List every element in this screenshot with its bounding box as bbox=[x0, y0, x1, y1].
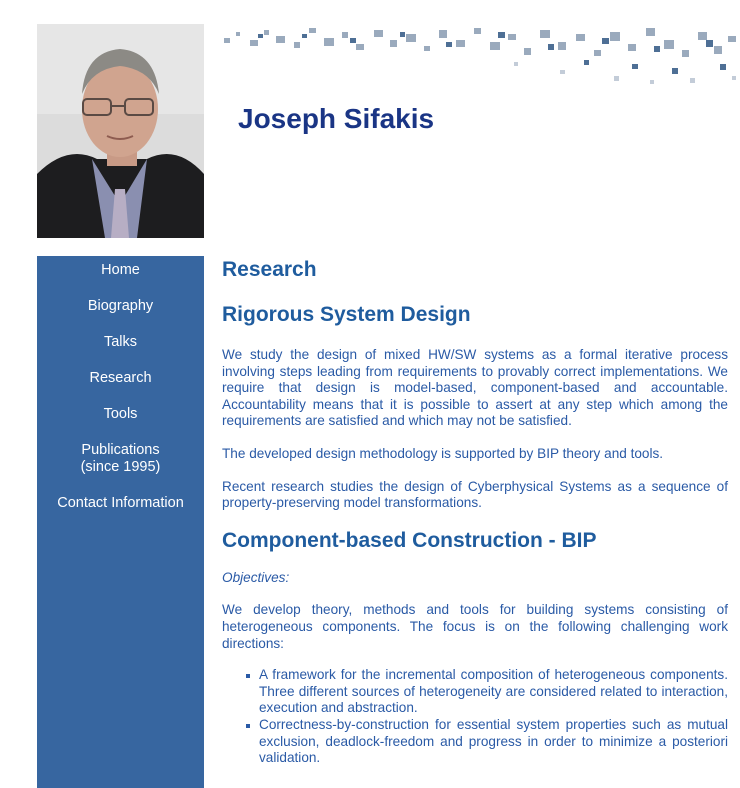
nav-item-label: Home bbox=[101, 262, 140, 278]
list-item: A framework for the incremental composition of heterogeneous components. Three different sources of heterogeneity are considered related to interaction, execution and abstraction. bbox=[259, 667, 728, 716]
nav-item-contact[interactable] bbox=[37, 495, 204, 512]
objectives-list bbox=[222, 667, 728, 767]
nav-item-label: Talks bbox=[103, 334, 138, 350]
objectives-label: Objectives: bbox=[222, 569, 290, 585]
nav-item-label: Publications bbox=[81, 442, 160, 458]
list-item: Correctness-by-construction for essential system properties such as mutual exclusion, deadlock-freedom and progress in order to minimize a posteriori validation. bbox=[259, 716, 728, 766]
nav-item-tools[interactable] bbox=[37, 406, 204, 423]
section-heading-rigorous-system-design: Rigorous System Design bbox=[222, 303, 471, 326]
banner-decoration bbox=[214, 20, 740, 100]
paragraph: We study the design of mixed HW/SW systems as a formal iterative process involving steps leading from requirements to provably correct implementations. We require that design is model-based, component-based and accountable. Accountability means that it is possible to assert at any step which among the requirements are satisfied and which may not be satisfied. bbox=[222, 347, 728, 429]
paragraph: We develop theory, methods and tools for building systems consisting of heterogeneous components. The focus is on the following challenging work directions: bbox=[222, 602, 728, 651]
nav-item-publications[interactable] bbox=[37, 442, 204, 476]
page-heading: Research bbox=[222, 258, 317, 281]
nav-list bbox=[37, 256, 204, 512]
nav-item-biography[interactable] bbox=[37, 298, 204, 315]
sidebar-nav bbox=[37, 256, 204, 788]
section-heading-component-based-construction: Component-based Construction - BIP bbox=[222, 528, 597, 552]
paragraph: The developed design methodology is supported by BIP theory and tools. bbox=[222, 445, 664, 461]
paragraph: Recent research studies the design of Cyberphysical Systems as a sequence of property-preserving model transformations. bbox=[222, 478, 728, 511]
nav-item-research[interactable] bbox=[37, 370, 204, 387]
nav-item-label: Biography bbox=[87, 298, 154, 314]
nav-item-home[interactable] bbox=[37, 262, 204, 279]
nav-item-talks[interactable] bbox=[37, 334, 204, 351]
profile-photo bbox=[37, 24, 204, 238]
nav-item-label: Research bbox=[89, 370, 152, 386]
main-content bbox=[222, 256, 728, 767]
nav-item-label: Tools bbox=[103, 406, 138, 422]
site-title: Joseph Sifakis bbox=[238, 103, 435, 134]
nav-item-sublabel: (since 1995) bbox=[80, 459, 161, 475]
nav-item-label: Contact Information bbox=[57, 495, 184, 511]
